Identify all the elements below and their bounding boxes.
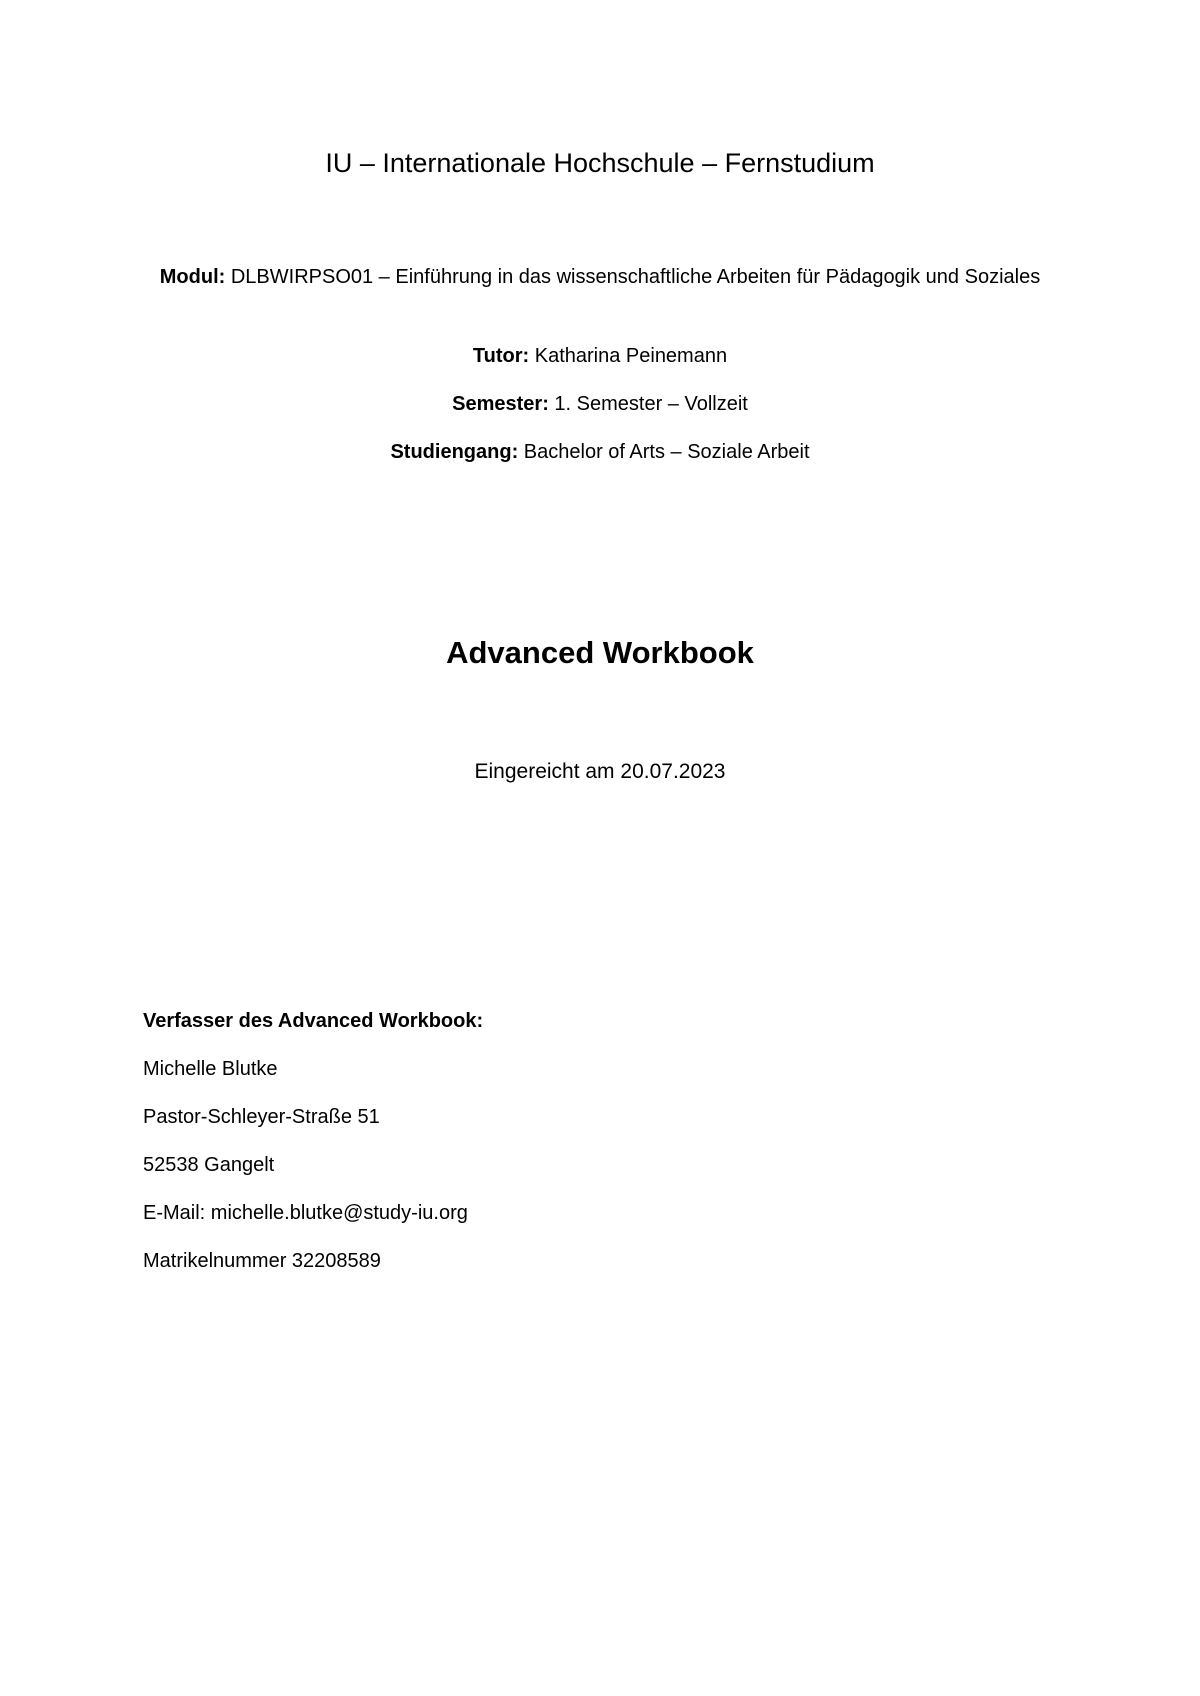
- author-name: Michelle Blutke: [143, 1058, 278, 1080]
- studiengang-line: [0, 437, 1200, 467]
- semester-label: Semester:: [452, 393, 549, 415]
- author-matriculation: Matrikelnummer 32208589: [143, 1250, 381, 1272]
- author-city: 52538 Gangelt: [143, 1154, 275, 1176]
- author-street: Pastor-Schleyer-Straße 51: [143, 1106, 380, 1128]
- modul-value: DLBWIRPSO01 – Einführung in das wissenschaftliche Arbeiten für Pädagogik und Soziales: [230, 266, 1041, 288]
- tutor-line: [0, 341, 1200, 371]
- modul-line: [140, 262, 1060, 292]
- author-email: E-Mail: michelle.blutke@study-iu.org: [143, 1202, 468, 1224]
- modul-label: Modul:: [159, 266, 226, 288]
- semester-line: [0, 389, 1200, 419]
- semester-value: 1. Semester – Vollzeit: [554, 393, 748, 415]
- studiengang-value: Bachelor of Arts – Soziale Arbeit: [523, 441, 810, 463]
- submission-date: Eingereicht am 20.07.2023: [474, 760, 726, 783]
- studiengang-label: Studiengang:: [390, 441, 519, 463]
- tutor-label: Tutor:: [472, 345, 530, 367]
- author-heading: Verfasser des Advanced Workbook:: [143, 1010, 484, 1032]
- document-title: Advanced Workbook: [446, 635, 754, 670]
- author-block: [143, 997, 483, 1285]
- tutor-value: Katharina Peinemann: [534, 345, 728, 367]
- institution-heading: IU – Internationale Hochschule – Fernstudium: [325, 148, 875, 178]
